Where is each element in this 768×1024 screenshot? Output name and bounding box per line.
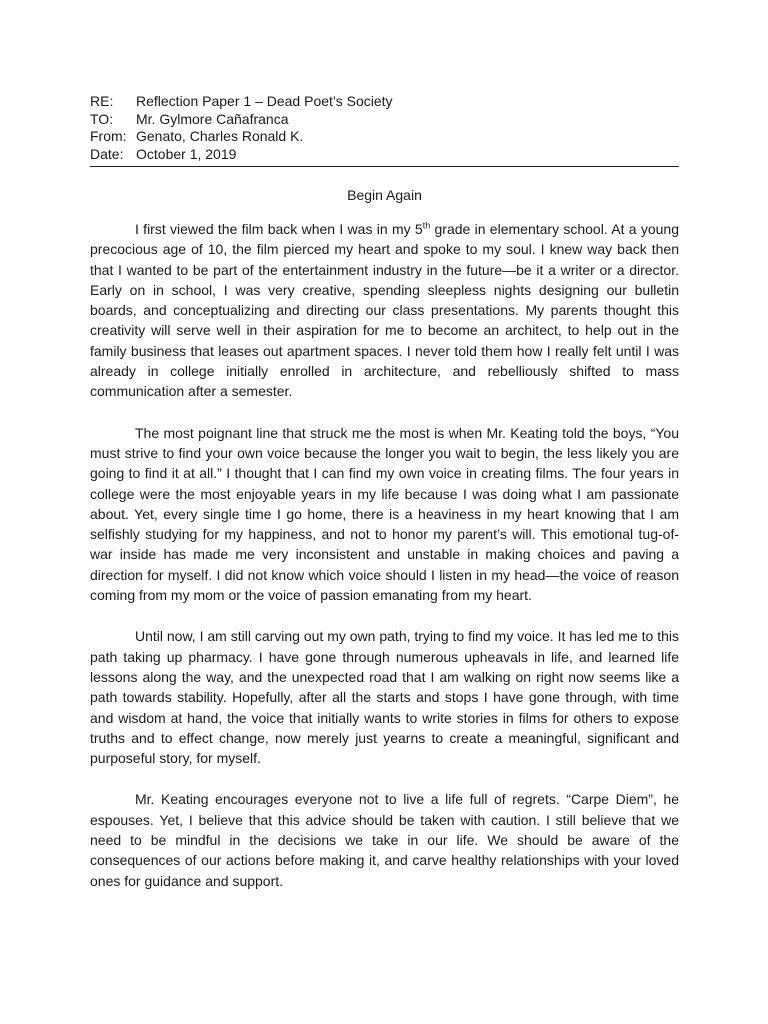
paragraph-2: The most poignant line that struck me the most is when Mr. Keating told the boys, “You must strive to find your own voice because the longer you wait to begin, the less likely you are going to find it at all.” I thought that I can find my own voice in creating films. The four years in college were the most enjoyable years in my life because I was doing what I am passionate about. Yet, every single time I go home, there is a heaviness in my heart knowing that I am selfishly studying for my happiness, and not to honor my parent’s will. This emotional tug-of-war inside has made me very inconsistent and unstable in making choices and paving a direction for myself. I did not know which voice should I listen in my head—the voice of reason coming from my mom or the voice of passion emanating from my heart. — [90, 424, 679, 604]
memo-to-row — [90, 111, 680, 129]
memo-header — [90, 93, 680, 163]
header-divider — [90, 166, 679, 167]
paragraph-1-start: I first viewed the film back when I was in my 5 — [135, 221, 423, 237]
memo-from-row — [90, 128, 680, 146]
from-value: Genato, Charles Ronald K. — [136, 128, 304, 144]
date-label: Date: — [90, 145, 124, 162]
ordinal-superscript: th — [422, 220, 431, 231]
document-title: Begin Again — [347, 187, 422, 203]
paragraph-1 — [90, 219, 679, 402]
paragraph-3: Until now, I am still carving out my own path, trying to find my voice. It has led me to this path taking up pharmacy. I have gone through numerous upheavals in life, and learned life lessons along the way, and the unexpected road that I am walking on right now seems like a path towards stability. Hopefully, after all the starts and stops I have gone through, with time and wisdom at hand, the voice that initially wants to write stories in films for others to expose truths and to effect change, now merely just yearns to create a meaningful, significant and purposeful story, for myself. — [90, 628, 679, 767]
to-label: TO: — [90, 110, 114, 127]
date-value: October 1, 2019 — [136, 145, 237, 162]
re-value: Reflection Paper 1 – Dead Poet’s Society — [136, 93, 393, 109]
paragraph-1-rest: grade in elementary school. At a young precocious age of 10, the film pierced my heart and spoke to my soul. I knew way back then that I wanted to be part of the entertainment industry in the future—be it a writer or a director. Early on in school, I was very creative, spending sleepless nights designing our bulletin boards, and conceptualizing and directing our class presentations. My parents thought this creativity will serve well in their aspiration for me to become an architect, to help out in the family business that leases out apartment spaces. I never told them how I really felt until I was already in college initially enrolled in architecture, and rebelliously shifted to mass communication after a semester. — [90, 221, 679, 400]
memo-date-row — [90, 146, 680, 164]
paragraph-4: Mr. Keating encourages everyone not to live a life full of regrets. “Carpe Diem”, he espouses. Yet, I believe that this advice should be taken with caution. I still believe that we need to be mindful in the decisions we take in our life. We should be aware of the consequences of our actions before making it, and carve healthy relationships with your loved ones for guidance and support. — [90, 791, 679, 889]
to-value: Mr. Gylmore Cañafranca — [136, 110, 289, 127]
document-body — [90, 219, 679, 912]
re-label: RE: — [90, 93, 114, 109]
from-label: From: — [90, 128, 127, 144]
memo-re-row — [90, 93, 680, 111]
